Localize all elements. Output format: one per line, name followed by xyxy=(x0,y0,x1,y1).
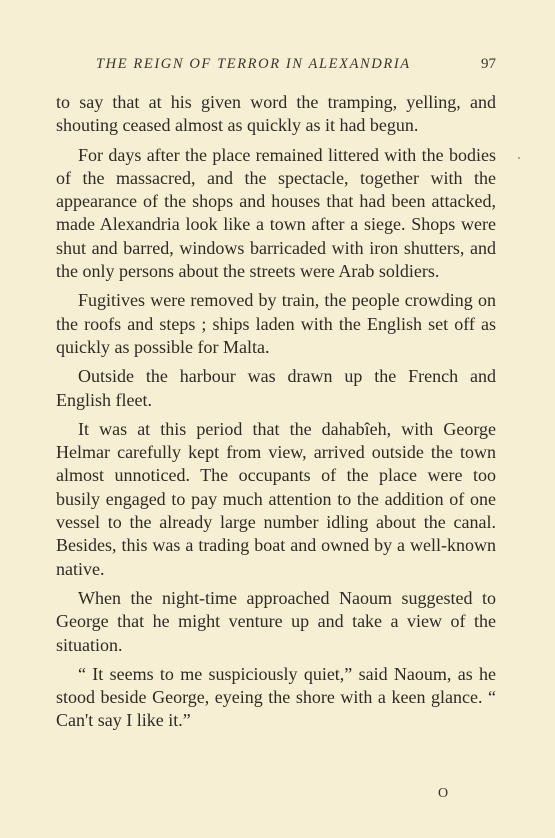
paragraph-continuation: to say that at his given word the tramping, yelling, and shouting ceased almost as quickly as it had begun. xyxy=(56,92,496,136)
running-title: THE REIGN OF TERROR IN ALEXANDRIA xyxy=(96,56,411,72)
running-head xyxy=(96,54,496,76)
paragraph: “ It seems to me suspiciously quiet,” said Naoum, as he stood beside George, eyeing the shore with a keen glance. “ Can't say I like it.” xyxy=(56,663,496,731)
paragraph: Outside the harbour was drawn up the French and English fleet. xyxy=(56,366,496,410)
paper-speck xyxy=(518,157,520,159)
body-text xyxy=(56,91,496,739)
page-number: 97 xyxy=(481,56,496,72)
signature-mark: O xyxy=(438,786,449,801)
paragraph: It was at this period that the dahabîeh, with George Helmar carefully kept from view, arrived outside the town almost unnoticed. The occupants of the place were too busily engaged to pay much attention to the addition of one vessel to the already large number idling about the canal. Besides, this was a trading boat and owned by a well-known native. xyxy=(56,418,496,579)
paragraph: Fugitives were removed by train, the people crowding on the roofs and steps ; ships laden with the English set off as quickly as possible for Malta. xyxy=(56,290,496,357)
paragraph: When the night-time approached Naoum suggested to George that he might venture up and take a view of the situation. xyxy=(56,587,496,655)
paragraph: For days after the place remained littered with the bodies of the massacred, and the spectacle, together with the appearance of the shops and houses that had been attacked, made Alexandria look like a town after a siege. Shops were shut and barred, windows barricaded with iron shutters, and the only persons about the streets were Arab soldiers. xyxy=(56,144,496,282)
